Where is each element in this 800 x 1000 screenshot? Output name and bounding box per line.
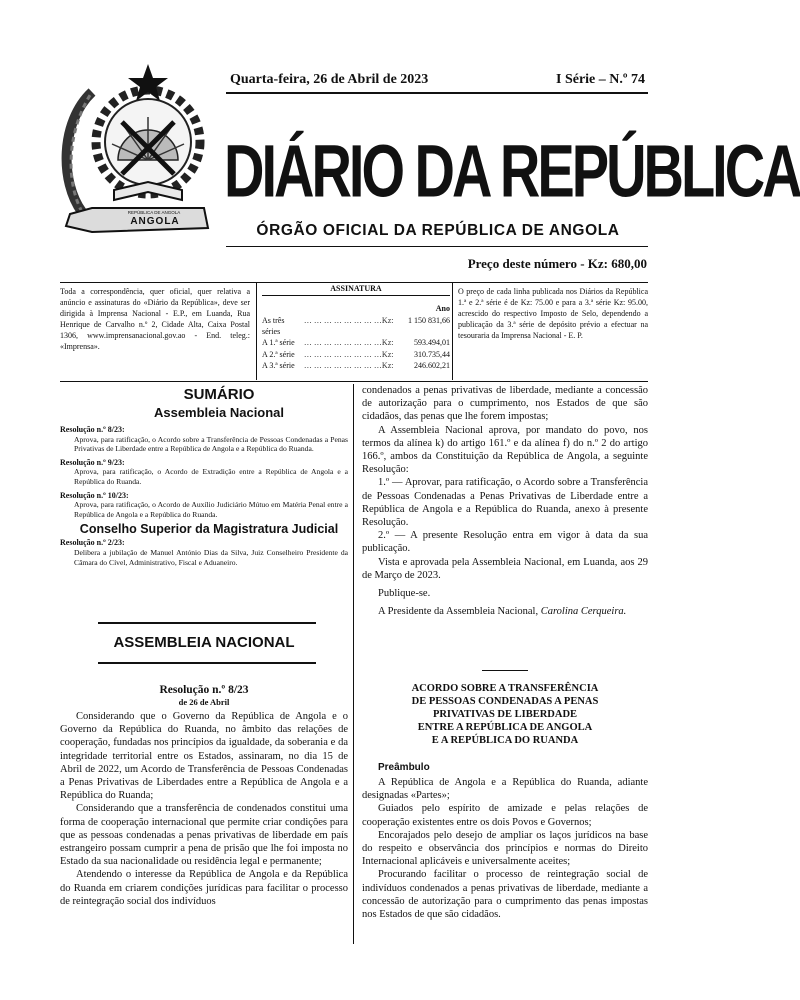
resolution-paragraph: 1.º — Aprovar, para ratificação, o Acordo sobre a Transferência de Pessoas Condenadas a Penas Privativas de Liberdade entre a República de Angola e a República do Ruanda, anexo à presente Resolução. bbox=[362, 477, 648, 529]
preamble-paragraph: Encorajados pelo desejo de ampliar os laços jurídicos na base do respeito e observância dos princípios e normas do Direito Internacional aplicáveis e universalmente aceites; bbox=[362, 829, 648, 868]
subscription-table bbox=[262, 284, 450, 371]
subscription-row bbox=[262, 315, 450, 337]
resolution-title: Resolução n.º 8/23 bbox=[159, 684, 249, 696]
summary-item[interactable] bbox=[60, 491, 348, 520]
agreement-title-line: ACORDO SOBRE A TRANSFERÊNCIA bbox=[411, 683, 599, 694]
subscription-row bbox=[262, 360, 450, 371]
summary-item[interactable] bbox=[60, 538, 348, 567]
summary-section-assembly: Assembleia Nacional bbox=[153, 405, 285, 420]
agreement-title bbox=[362, 682, 648, 747]
info-bottom-rule bbox=[60, 381, 648, 382]
emblem-motto-text: REPÚBLICA DE ANGOLA bbox=[127, 210, 181, 215]
summary-item-desc: Aprova, para ratificação, o Acordo sobre a Transferência de Pessoas Condenadas a Penas Privativas de Liberdade entre a República de Angola e a República do Ruanda. bbox=[74, 434, 348, 454]
column-divider bbox=[353, 384, 354, 944]
summary-item-id: Resolução n.º 9/23: bbox=[60, 457, 125, 467]
resolution-date: de 26 de Abril bbox=[178, 697, 230, 707]
subscription-label: As três séries bbox=[262, 316, 285, 337]
summary-item-id: Resolução n.º 2/23: bbox=[60, 538, 125, 548]
summary-item-desc: Aprova, para ratificação, o Acordo de Auxílio Judiciário Mútuo em Matéria Penal entre a República de Angola e a República do Ruanda. bbox=[74, 500, 348, 519]
subscription-dots: … … … … … … … …Kz: bbox=[303, 360, 394, 370]
line-price-notice: O preço de cada linha publicada nos Diários da República 1.ª e 2.ª série é de Kz: 75.00 e para a 3.ª série Kz: 95.00, acrescido do respectivo Imposto de Selo, dependendo a publicação da 3.ª série de depósito prévio a efectuar na tesouraria da Imprensa Nacional - E. P. bbox=[458, 287, 648, 340]
summary-item-id: Resolução n.º 8/23: bbox=[60, 425, 125, 434]
subscription-label: A 2.ª série bbox=[262, 349, 295, 359]
info-top-rule bbox=[60, 282, 648, 283]
section-rule-bottom bbox=[98, 662, 316, 664]
summary-item-desc: Delibera a jubilação de Manuel António Dias da Silva, Juiz Conselheiro Presidente da Câmara do Cível, Administrativo, Fiscal e Aduaneiro. bbox=[74, 547, 348, 567]
agreement-title-line: ENTRE A REPÚBLICA DE ANGOLA bbox=[417, 722, 593, 733]
subscription-dots: … … … … … … … …Kz: bbox=[303, 316, 394, 325]
section-title-assembly: ASSEMBLEIA NACIONAL bbox=[113, 634, 295, 651]
agreement-title-line: E A REPÚBLICA DO RUANDA bbox=[431, 735, 579, 746]
summary-block bbox=[60, 386, 348, 567]
section-rule-top bbox=[98, 622, 316, 624]
summary-section-magistracy: Conselho Superior da Magistratura Judicial bbox=[79, 522, 339, 537]
summary-title: SUMÁRIO bbox=[183, 386, 255, 403]
preamble-heading: Preâmbulo bbox=[378, 762, 430, 773]
subscription-value: 246.602,21 bbox=[414, 360, 450, 370]
preamble-paragraph: Guiados pelo espírito de amizade e pelas relações de cooperação existentes entre os dois Povos e Governos; bbox=[362, 803, 648, 828]
resolution-paragraph: Publique-se. bbox=[378, 588, 431, 600]
header-bottom-rule bbox=[226, 246, 648, 247]
agreement-separator bbox=[482, 670, 528, 671]
agreement-title-line: DE PESSOAS CONDENADAS A PENAS bbox=[411, 696, 599, 707]
subscription-label: A 1.ª série bbox=[262, 338, 295, 348]
publication-title: DIÁRIO DA REPÚBLICA bbox=[224, 129, 800, 213]
resolution-paragraph: Considerando que o Governo da República de Angola e o Governo da República do Ruanda, no âmbito das relações de cooperação, fundadas nos princípios da igualdade, da soberania e da integridade territorial entre os Estados, assinaram, no dia 15 de Abril de 2022, um Acordo de Transferência de Pessoas Condenadas a Penas Privativas de Liberdades entre a República de Angola e a República do Ruanda; bbox=[60, 711, 348, 802]
summary-item[interactable] bbox=[60, 458, 348, 487]
preamble-paragraph: A República de Angola e a República do Ruanda, adiante designadas «Partes»; bbox=[362, 777, 648, 802]
subscription-value: 310.735,44 bbox=[414, 349, 450, 359]
resolution-paragraph: condenados a penas privativas de liberdade, mediante a concessão de autorização para o cumprimento, nos Estados de que são cidadãos, das penas que lhe forem impostas; bbox=[362, 385, 648, 423]
resolution-paragraph: A Assembleia Nacional aprova, por mandato do povo, nos termos da alínea k) do artigo 161.º e da alínea f) do n.º 2 do artigo 166.º, ambos da Constituição da República de Angola, a seguinte Resolução: bbox=[362, 424, 648, 476]
resolution-paragraph: Vista e aprovada pela Assembleia Nacional, em Luanda, aos 29 de Março de 2023. bbox=[362, 556, 648, 581]
info-divider-2 bbox=[452, 282, 453, 380]
publication-subtitle: ÓRGÃO OFICIAL DA REPÚBLICA DE ANGOLA bbox=[256, 222, 620, 239]
summary-item-desc: Aprova, para ratificação, o Acordo de Extradição entre a República de Angola e a República do Ruanda. bbox=[74, 467, 348, 486]
issue-date: Quarta-feira, 26 de Abril de 2023 bbox=[230, 72, 429, 87]
resolution-paragraph: Considerando que a transferência de condenados constitui uma forma de cooperação internacional que permite criar condições para que as pessoas condenadas a penas privativas de liberdade em país estrangeiro possam cumprir a pena de prisão que lhe foi imposta no Estado da sua nacionalidade ou residência legal e permanente; bbox=[60, 803, 348, 868]
resolution-body bbox=[60, 710, 348, 908]
resolution-paragraph: Atendendo o interesse da República de Angola e da República do Ruanda em criarem condições jurídicas para facilitar o processo de reintegração social dos indivíduos bbox=[60, 869, 348, 907]
subscription-label: A 3.ª série bbox=[262, 360, 295, 370]
resolution-continuation bbox=[362, 384, 648, 618]
subscription-year-header: Ano bbox=[435, 304, 450, 313]
coat-of-arms-emblem bbox=[52, 62, 212, 240]
header-top-rule bbox=[226, 92, 648, 94]
emblem-country-text: ANGOLA bbox=[130, 216, 180, 227]
subscription-dots: … … … … … … … …Kz: bbox=[303, 338, 394, 348]
issue-price: Preço deste número - Kz: 680,00 bbox=[467, 256, 647, 271]
summary-item[interactable] bbox=[60, 425, 348, 454]
resolution-paragraph: 2.º — A presente Resolução entra em vigor à data da sua publicação. bbox=[362, 530, 648, 555]
subscription-row bbox=[262, 349, 450, 360]
issue-series: I Série – N.º 74 bbox=[556, 72, 645, 87]
preamble-body bbox=[362, 776, 648, 921]
president-prefix: A Presidente da Assembleia Nacional, bbox=[378, 606, 539, 618]
subscription-title: ASSINATURA bbox=[330, 284, 382, 293]
president-signature bbox=[362, 605, 648, 618]
subscription-value: 1 150 831,66 bbox=[408, 316, 450, 325]
subscription-row bbox=[262, 337, 450, 348]
correspondence-notice: Toda a correspondência, quer oficial, quer relativa a anúncio e assinaturas do «Diário da República», deve ser dirigida à Imprensa Nacional - E.P., em Luanda, Rua Henrique de Carvalho n.º 2, Cidade Alta, Caixa Postal 1306, www.imprensanacional.gov.ao - End. teleg.: «Imprensa». bbox=[60, 287, 250, 351]
agreement-title-line: PRIVATIVAS DE LIBERDADE bbox=[432, 709, 578, 720]
info-divider-1 bbox=[256, 282, 257, 380]
summary-item-id: Resolução n.º 10/23: bbox=[60, 490, 129, 500]
subscription-dots: … … … … … … … …Kz: bbox=[303, 349, 394, 359]
subscription-value: 593.494,01 bbox=[414, 338, 450, 348]
president-name: Carolina Cerqueira. bbox=[540, 606, 627, 618]
preamble-paragraph: Procurando facilitar o processo de reintegração social de indivíduos condenados a penas privativas de liberdade, mediante a concessão de autorização para o cumprimento das penas impostas nos Estados de que são cidadãos. bbox=[362, 869, 648, 921]
